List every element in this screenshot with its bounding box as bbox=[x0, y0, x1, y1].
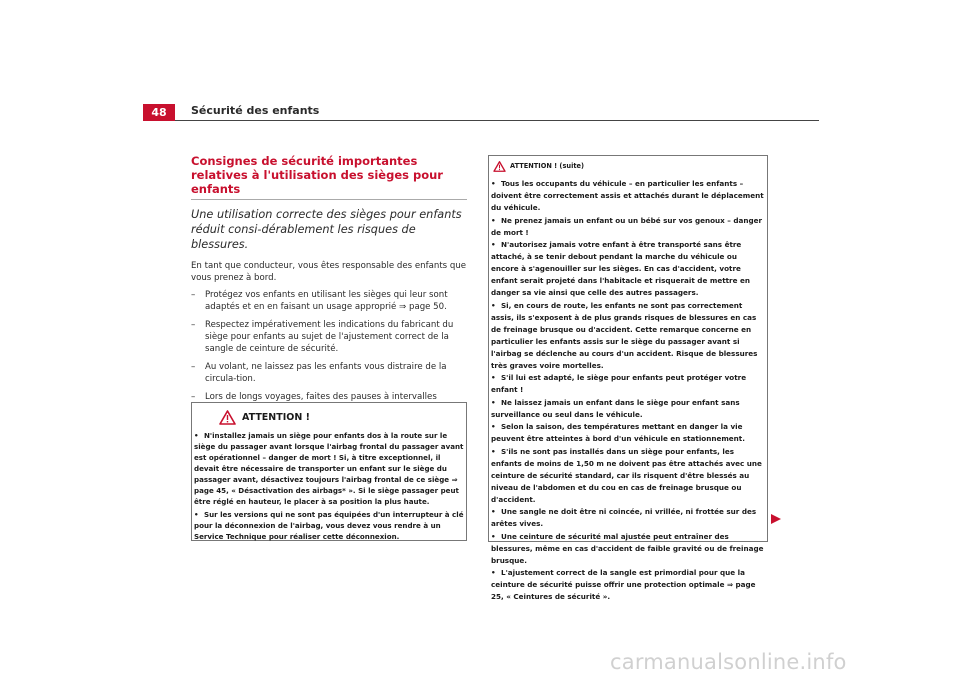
warning-item bbox=[491, 531, 765, 567]
list-item bbox=[191, 361, 467, 385]
warning-triangle-icon bbox=[219, 410, 236, 425]
instruction-list bbox=[191, 289, 467, 415]
bullet-marker: • bbox=[491, 215, 496, 225]
bullet-marker: • bbox=[491, 300, 496, 310]
warning-body bbox=[489, 173, 767, 603]
warning-item-text: Une ceinture de sécurité mal ajustée peut entraîner des blessures, même en cas d'accident de faible gravité ou de freinage brusque. bbox=[491, 531, 764, 565]
bullet-marker: • bbox=[491, 373, 496, 382]
warning-item-text: Ne laissez jamais un enfant dans le siège pour enfant sans surveillance ou seul dans le véhicule. bbox=[491, 397, 740, 419]
section-subtitle: Une utilisation correcte des sièges pour enfants réduit consi-dérablement les risques de blessures. bbox=[191, 208, 462, 251]
warning-item bbox=[194, 509, 464, 542]
warning-item-text: N'installez jamais un siège pour enfants dos à la route sur le siège du passager avant lorsque l'airbag frontal du passager avant est opérationnel – danger de mort ! Si, à titre exceptionnel, il devait être nécessaire de transporter un enfant sur le siège du passager avant, désactivez toujours l'airbag frontal de ce siège ⇒ page 45, « Désactivation des airbags* ». Si le siège passager peut être réglé en hauteur, le placer à sa position la plus haute. bbox=[194, 431, 464, 506]
warning-item bbox=[194, 430, 464, 507]
bullet-marker: • bbox=[491, 446, 496, 456]
list-item bbox=[191, 289, 467, 313]
bullet-marker: • bbox=[491, 568, 496, 577]
warning-item-text: L'ajustement correct de la sangle est primordial pour que la ceinture de sécurité puisse offrir une protection optimale ⇒ page 25, « Ceintures de sécurité ». bbox=[491, 568, 756, 601]
warning-item-text: N'autorisez jamais votre enfant à être transporté sans être attaché, à se tenir debout pendant la marche du véhicule ou encore à s'agenouiller sur les sièges. En cas d'accident, votre enfant serait projeté dans l'habitacle et risquerait de mettre en danger sa vie ainsi que celle des autres passagers. bbox=[491, 240, 750, 297]
bullet-marker: • bbox=[491, 179, 496, 188]
warning-item-text: Selon la saison, des températures mettant en danger la vie peuvent être atteintes à bord d'un véhicule en stationnement. bbox=[491, 422, 745, 443]
warning-box-continued bbox=[488, 155, 768, 601]
dash-marker: – bbox=[191, 392, 196, 402]
warning-item-text: Tous les occupants du véhicule – en particulier les enfants – doivent être correctement assis et attachés durant le déplacement du véhicule. bbox=[491, 179, 764, 212]
dash-marker: – bbox=[191, 320, 196, 330]
warning-item bbox=[491, 239, 765, 299]
page-number: 48 bbox=[143, 104, 175, 121]
warning-item-text: Sur les versions qui ne sont pas équipées d'un interrupteur à clé pour la déconnexion de l'airbag, vous devez vous rendre à un Service Technique pour réaliser cette déconnexion. bbox=[194, 510, 464, 541]
warning-item bbox=[491, 506, 765, 530]
warning-header bbox=[489, 156, 767, 173]
list-item-text: Lors de longs voyages, faites des pauses à intervalles bbox=[205, 392, 437, 402]
section-title: Consignes de sécurité importantes relatives à l'utilisation des sièges pour enfants bbox=[191, 154, 467, 200]
bullet-marker: • bbox=[194, 431, 199, 440]
warning-item-text: S'il lui est adapté, le siège pour enfants peut protéger votre enfant ! bbox=[491, 373, 747, 394]
bullet-marker: • bbox=[491, 422, 496, 431]
bullet-marker: • bbox=[194, 510, 199, 519]
list-item-text: Au volant, ne laissez pas les enfants vous distraire de la circula-tion. bbox=[205, 362, 447, 384]
warning-item bbox=[491, 178, 765, 214]
warning-label: ATTENTION ! (suite) bbox=[510, 162, 584, 170]
bullet-marker: • bbox=[491, 531, 496, 541]
header-title: Sécurité des enfants bbox=[191, 104, 320, 117]
warning-item bbox=[491, 215, 765, 239]
warning-item-text: Une sangle ne doit être ni coincée, ni vrillée, ni frottée sur des arêtes vives. bbox=[491, 507, 757, 528]
bullet-marker: • bbox=[491, 507, 496, 516]
warning-item-text: S'ils ne sont pas installés dans un siège pour enfants, les enfants de moins de 1,50 m ne doivent pas être attachés avec une ceinture de sécurité standard, car ils risquent d'être blessés au niveau de l'abdomen et du cou en cas de freinage brusque ou d'accident. bbox=[491, 446, 762, 504]
bullet-marker: • bbox=[491, 240, 496, 249]
warning-triangle-icon bbox=[493, 161, 506, 172]
warning-item-text: Ne prenez jamais un enfant ou un bébé sur vos genoux – danger de mort ! bbox=[491, 215, 763, 237]
intro-text: En tant que conducteur, vous êtes responsable des enfants que vous prenez à bord. bbox=[191, 261, 467, 283]
warning-label: ATTENTION ! bbox=[242, 411, 310, 423]
warning-body bbox=[192, 426, 466, 542]
warning-item bbox=[491, 567, 765, 603]
warning-item bbox=[491, 421, 765, 445]
list-item bbox=[191, 319, 467, 355]
list-item-text: Protégez vos enfants en utilisant les sièges qui leur sont adaptés et en en faisant un usage approprié ⇒ page 50. bbox=[205, 290, 448, 312]
list-item-text: Respectez impérativement les indications du fabricant du siège pour enfants au sujet de l'ajustement correct de la sangle de ceinture de sécurité. bbox=[205, 320, 454, 354]
bullet-marker: • bbox=[491, 397, 496, 407]
warning-item bbox=[491, 372, 765, 396]
warning-item bbox=[491, 397, 765, 421]
warning-item bbox=[491, 446, 765, 506]
dash-marker: – bbox=[191, 362, 196, 372]
dash-marker: – bbox=[191, 290, 196, 300]
watermark: carmanualsonline.info bbox=[610, 650, 847, 674]
warning-item bbox=[491, 300, 765, 372]
continue-arrow-icon bbox=[770, 510, 782, 529]
warning-box bbox=[191, 402, 467, 541]
warning-header bbox=[192, 403, 466, 426]
warning-item-text: Si, en cours de route, les enfants ne sont pas correctement assis, ils s'exposent à de plus grands risques de blessures en cas de freinage brusque ou d'accident. Cette remarque concerne en particulier les enfants assis sur le siège du passager avant si l'airbag se déclenche au cours d'un accident. Risque de blessures très graves voire mortelles. bbox=[491, 300, 758, 370]
header-rule bbox=[175, 120, 819, 121]
left-column bbox=[191, 154, 467, 421]
